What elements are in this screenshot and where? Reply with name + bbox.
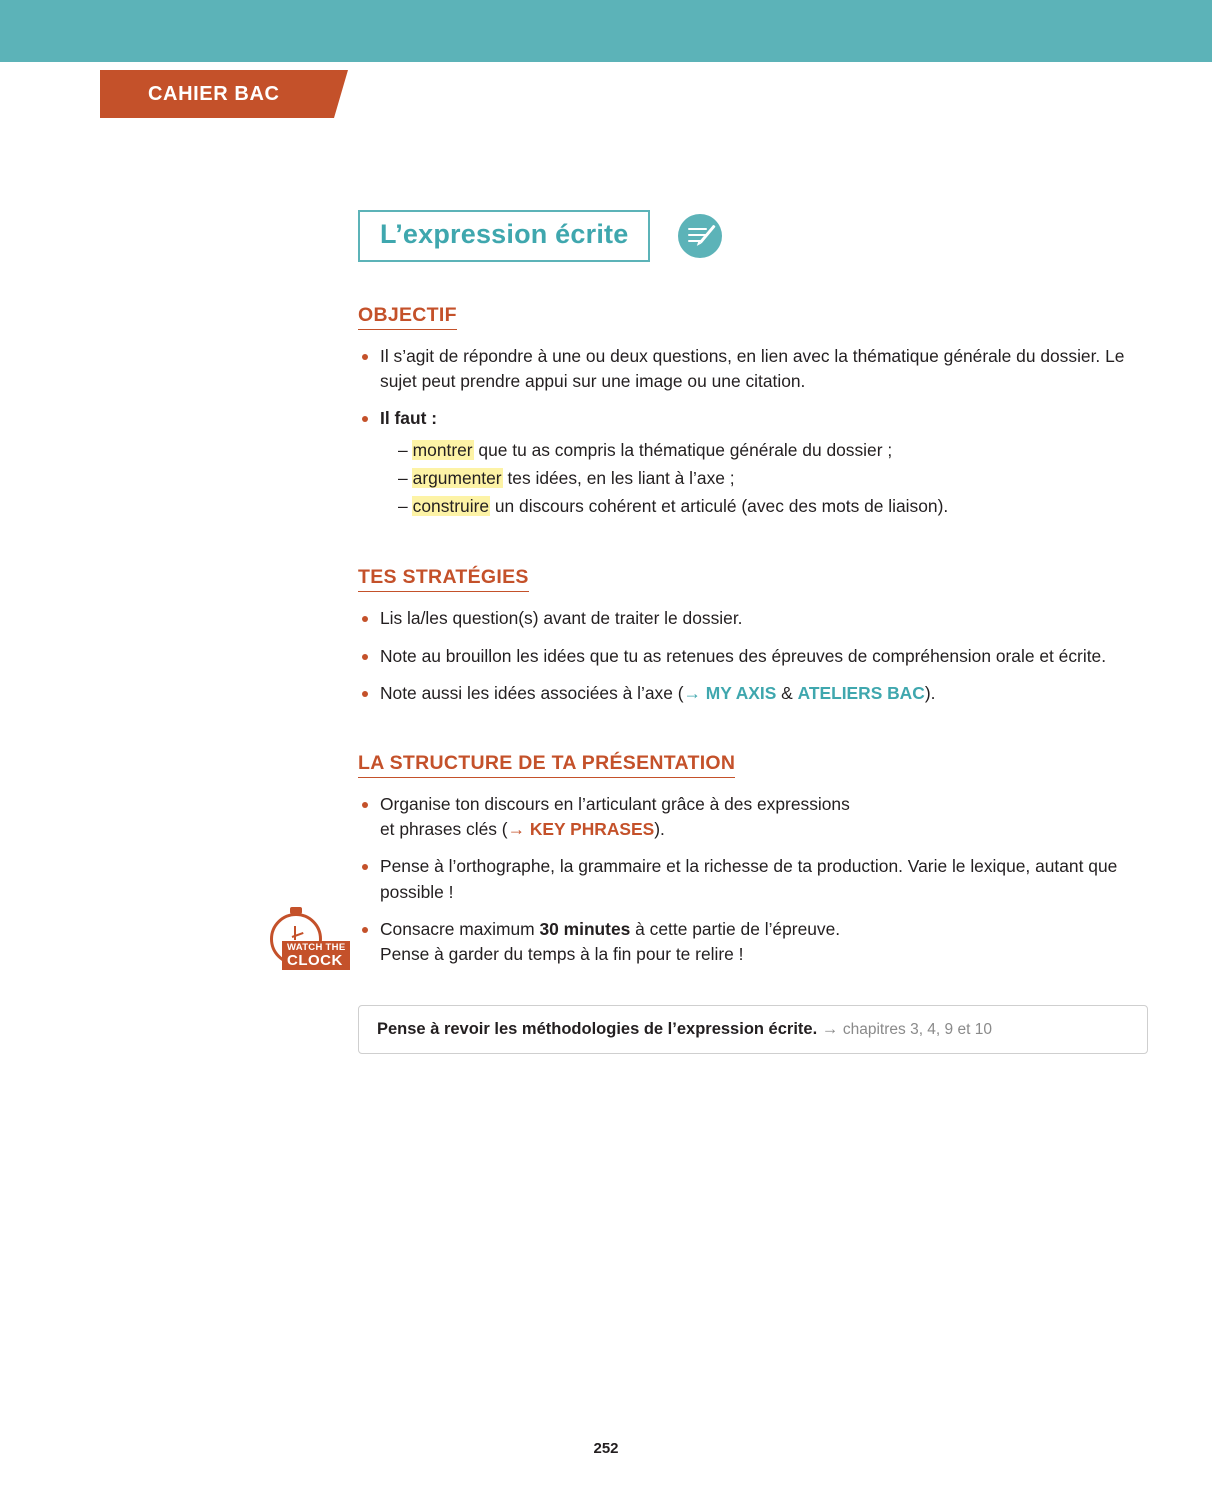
tab-label: CAHIER BAC: [148, 82, 280, 105]
arrow-icon: →: [821, 1020, 839, 1039]
link-key-phrases[interactable]: KEY PHRASES: [529, 819, 655, 840]
section-heading-strategies: TES STRATÉGIES: [358, 566, 529, 592]
list-item: [398, 436, 1148, 464]
note-box-text: Pense à revoir les méthodologies de l’expression écrite.: [377, 1020, 818, 1039]
highlighted-verb: argumenter: [412, 467, 502, 488]
item-prefix: Note aussi les idées associées à l’axe (: [380, 682, 684, 703]
clock-item-prefix: Consacre maximum: [380, 918, 540, 939]
il-faut-sublist: [380, 436, 1148, 521]
il-faut-label: Il faut :: [380, 408, 437, 429]
page-number: 252: [593, 1440, 619, 1457]
objectif-list: [358, 344, 1148, 520]
clock-item-suffix: à cette partie de l’épreuve.: [630, 918, 841, 939]
ampersand: &: [776, 682, 798, 703]
top-color-band: [0, 0, 1212, 62]
clock-item-line2: Pense à garder du temps à la fin pour te relire !: [380, 944, 744, 965]
section-heading-structure: LA STRUCTURE DE TA PRÉSENTATION: [358, 752, 735, 778]
dash-marker: –: [398, 467, 408, 488]
page-title: L’expression écrite: [358, 210, 650, 262]
arrow-icon: →: [683, 682, 701, 703]
list-item: [358, 792, 1148, 842]
highlighted-verb: construire: [412, 496, 490, 517]
cahier-bac-tab: [100, 70, 348, 118]
structure-list: [358, 792, 1148, 905]
watch-the-clock-stamp: [264, 905, 356, 983]
clock-item-duration: 30 minutes: [539, 918, 631, 939]
badge-small-text: WATCH THE: [287, 942, 346, 953]
sub-item-text: un discours cohérent et articulé (avec des mots de liaison).: [490, 496, 949, 517]
list-item: Lis la/les question(s) avant de traiter le dossier.: [358, 606, 1148, 631]
note-box-reference: chapitres 3, 4, 9 et 10: [842, 1021, 992, 1039]
link-ateliers-bac[interactable]: ATELIERS BAC: [797, 682, 925, 703]
watch-the-clock-badge: [282, 941, 350, 970]
list-item: Pense à l’orthographe, la grammaire et la richesse de ta production. Varie le lexique, autant que possible !: [358, 854, 1148, 904]
sub-item-text: que tu as compris la thématique générale du dossier ;: [473, 439, 893, 460]
arrow-icon: →: [507, 819, 525, 840]
page-title-row: [358, 210, 1148, 262]
page-content: [358, 210, 1148, 1054]
list-item: Note au brouillon les idées que tu as retenues des épreuves de compréhension orale et écrite.: [358, 644, 1148, 669]
section-strategies: [358, 566, 1148, 706]
link-my-axis[interactable]: MY AXIS: [705, 682, 777, 703]
section-heading-objectif: OBJECTIF: [358, 304, 457, 330]
highlighted-verb: montrer: [412, 439, 473, 460]
list-item: [358, 406, 1148, 520]
clock-list: [358, 917, 1148, 967]
item-suffix: ).: [924, 682, 936, 703]
writing-hand-icon: [678, 214, 722, 258]
section-objectif: [358, 304, 1148, 520]
list-item: [398, 464, 1148, 492]
dash-marker: –: [398, 496, 408, 517]
list-item: [358, 917, 1148, 967]
strategies-list: [358, 606, 1148, 706]
badge-big-text: CLOCK: [287, 951, 343, 969]
list-item: [358, 681, 1148, 706]
note-box: [358, 1005, 1148, 1054]
list-item: Il s’agit de répondre à une ou deux questions, en lien avec la thématique générale du dossier. Le sujet peut prendre appui sur une image ou une citation.: [358, 344, 1148, 394]
item-line2-suffix: ).: [654, 819, 665, 840]
sub-item-text: tes idées, en les liant à l’axe ;: [502, 467, 735, 488]
item-line2-prefix: et phrases clés (: [380, 819, 508, 840]
dash-marker: –: [398, 439, 408, 460]
item-line1: Organise ton discours en l’articulant grâce à des expressions: [380, 793, 850, 814]
list-item: [398, 492, 1148, 520]
section-structure: [358, 752, 1148, 1054]
